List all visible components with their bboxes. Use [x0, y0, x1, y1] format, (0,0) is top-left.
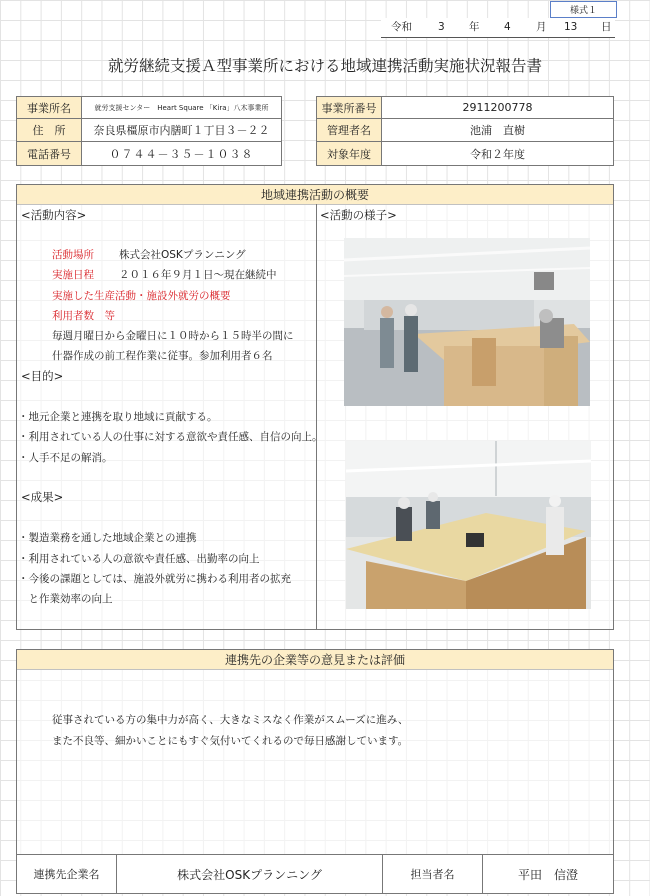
content-label: <活動内容>	[21, 208, 87, 222]
date-year-unit: 年	[469, 21, 480, 33]
activity-photo-1	[344, 238, 590, 406]
detail-line-2: 什器作成の前工程作業に従事。参加利用者６名	[52, 350, 273, 362]
result-item: と作業効率の向上	[18, 593, 113, 605]
company-value: 株式会社OSKプランニング	[116, 854, 383, 894]
activity-photo-2	[346, 441, 591, 609]
phone-label: 電話番号	[16, 141, 82, 166]
results-label: <成果>	[21, 490, 64, 504]
evaluation-header: 連携先の企業等の意見または評価	[16, 649, 614, 670]
page-title: 就労継続支援Ａ型事業所における地域連携活動実施状況報告書	[107, 57, 542, 75]
date-month: 4	[504, 21, 511, 33]
office-name-value: 就労支援センター Heart Square 「Kira」八木事業所	[81, 96, 282, 119]
date-month-unit: 月	[536, 21, 547, 33]
date-era: 令和	[391, 21, 412, 33]
date-row	[381, 18, 615, 38]
date-day-unit: 日	[601, 21, 612, 33]
address-label: 住 所	[16, 118, 82, 142]
result-item: ・利用されている人の意欲や責任感、出勤率の向上	[18, 553, 260, 565]
address-value: 奈良県橿原市内膳町１丁目３－２２	[81, 118, 282, 142]
manager-label: 管理者名	[316, 118, 382, 142]
place-value: 株式会社OSKプランニング	[119, 249, 246, 261]
evaluation-box	[16, 669, 614, 855]
date-year: 3	[438, 21, 445, 33]
manager-value: 池浦 直樹	[381, 118, 614, 142]
result-item: ・今後の課題としては、施設外就労に携わる利用者の拡充	[18, 573, 291, 585]
detail-line-1: 毎週月曜日から金曜日に１０時から１５時半の間に	[52, 330, 294, 342]
place-label: 活動場所	[52, 249, 94, 261]
purpose-item: ・人手不足の解消。	[18, 452, 113, 464]
fiscal-year-value: 令和２年度	[381, 141, 614, 166]
scene-label: <活動の様子>	[320, 208, 397, 222]
schedule-value: ２０１６年９月１日～現在継続中	[119, 269, 277, 281]
fiscal-year-label: 対象年度	[316, 141, 382, 166]
overview-divider	[316, 204, 317, 630]
evaluation-line-2: また不良等、細かいことにもすぐ気付いてくれるので毎日感謝しています。	[52, 735, 409, 747]
purpose-item: ・地元企業と連携を取り地域に貢献する。	[18, 411, 218, 423]
person-label: 担当者名	[382, 854, 483, 894]
result-item: ・製造業務を通した地域企業との連携	[18, 532, 197, 544]
phone-value: ０７４４－３５－１０３８	[81, 141, 282, 166]
office-name-label: 事業所名	[16, 96, 82, 119]
date-day: 13	[564, 21, 578, 33]
office-number-value: 2911200778	[381, 96, 614, 119]
overview-header: 地域連携活動の概要	[16, 184, 614, 205]
date-label: 実施日程	[52, 269, 94, 281]
users-label: 利用者数 等	[52, 310, 115, 322]
person-value: 平田 信澄	[482, 854, 614, 894]
production-label: 実施した生産活動・施設外就労の概要	[52, 290, 231, 302]
office-number-label: 事業所番号	[316, 96, 382, 119]
evaluation-line-1: 従事されている方の集中力が高く、大きなミスなく作業がスムーズに進み、	[52, 714, 409, 726]
purpose-label: <目的>	[21, 369, 64, 383]
form-stamp: 様式１	[550, 1, 617, 18]
purpose-item: ・利用されている人の仕事に対する意欲や責任感、自信の向上。	[18, 431, 323, 443]
company-label: 連携先企業名	[16, 854, 117, 894]
